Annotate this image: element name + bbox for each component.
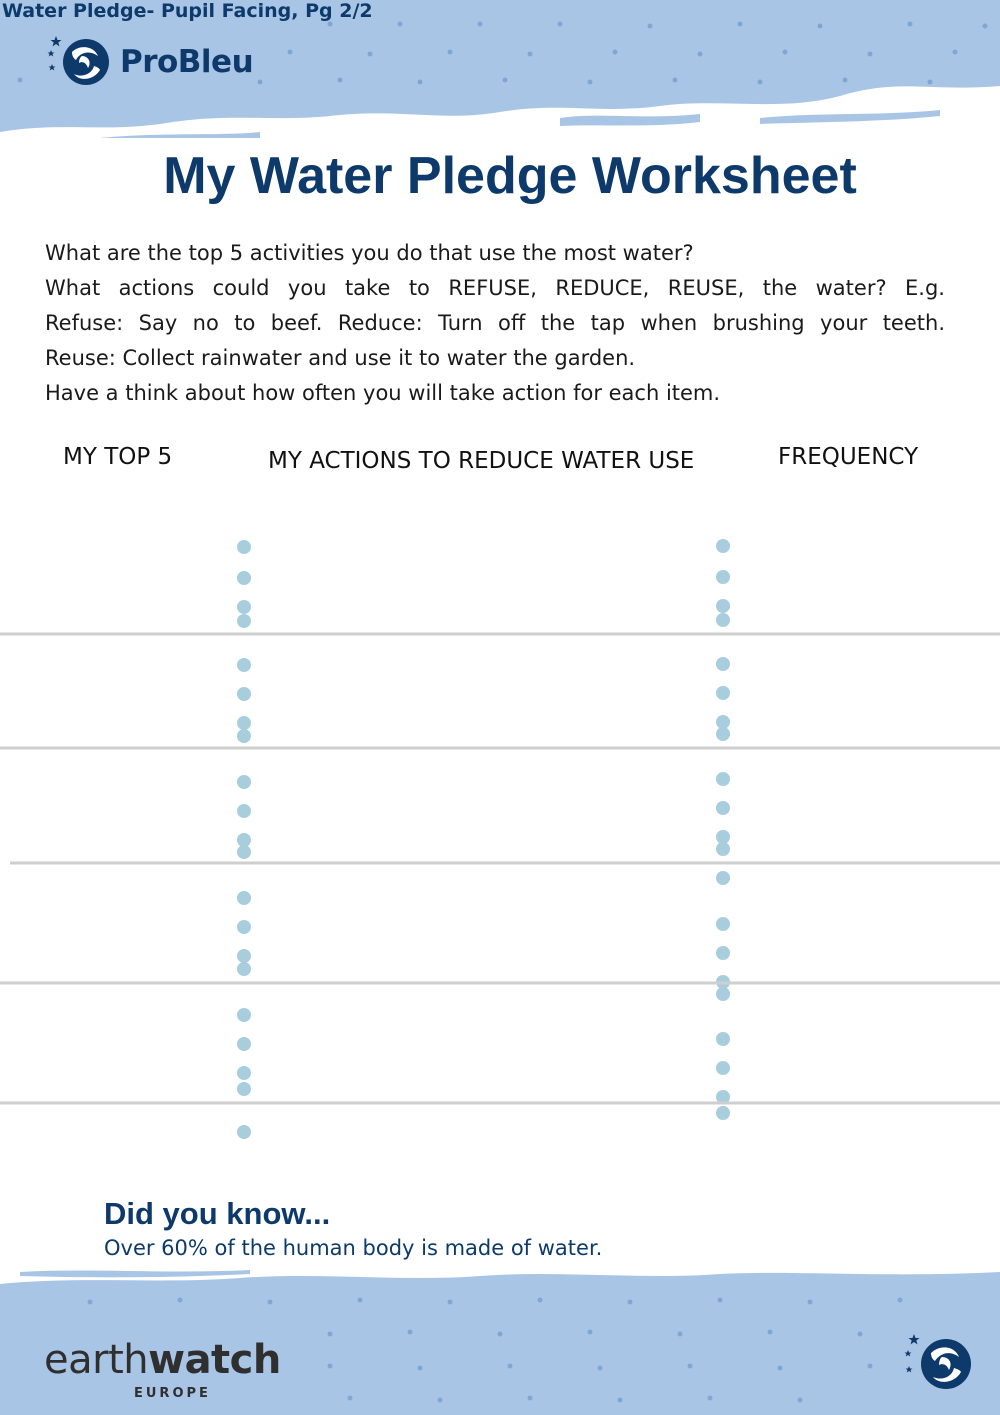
earthwatch-logo bbox=[44, 1337, 281, 1401]
instruction-line: Have a think about how often you will take action for each item. bbox=[45, 381, 721, 405]
did-you-know-text: Over 60% of the human body is made of water. bbox=[104, 1236, 603, 1260]
instruction-line: Refuse: Say no to beef. Reduce: Turn off the tap when brushing your teeth. bbox=[45, 311, 945, 335]
brand-name: ProBleu bbox=[120, 44, 254, 80]
probleu-logo-icon bbox=[46, 34, 112, 90]
probleu-logo-icon bbox=[900, 1332, 974, 1394]
partner-name bbox=[44, 1338, 281, 1382]
column-header-top5: MY TOP 5 bbox=[63, 444, 173, 470]
instruction-line: What actions could you take to REFUSE, REDUCE, REUSE, the water? E.g. bbox=[45, 276, 945, 300]
instructions bbox=[45, 236, 945, 411]
instruction-line: Reuse: Collect rainwater and use it to water the garden. bbox=[45, 346, 636, 370]
partner-name-light: earth bbox=[44, 1337, 149, 1383]
page-title: My Water Pledge Worksheet bbox=[163, 147, 857, 205]
instruction-line: What are the top 5 activities you do that use the most water? bbox=[45, 241, 694, 265]
did-you-know-heading: Did you know... bbox=[104, 1196, 331, 1231]
partner-subtitle: EUROPE bbox=[134, 1386, 211, 1401]
column-header-actions: MY ACTIONS TO REDUCE WATER USE bbox=[268, 448, 695, 474]
partner-name-bold: watch bbox=[148, 1337, 281, 1383]
column-header-frequency: FREQUENCY bbox=[778, 444, 919, 470]
page-label: Water Pledge- Pupil Facing, Pg 2/2 bbox=[2, 0, 373, 22]
